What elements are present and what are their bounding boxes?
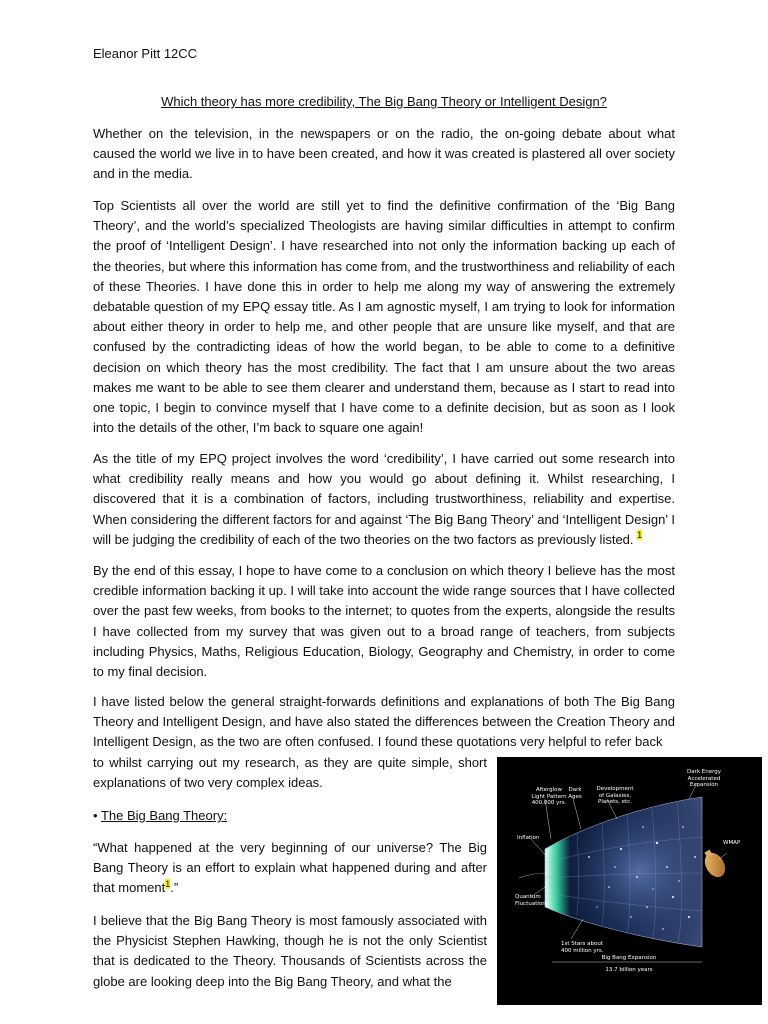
footnote-marker[interactable]: 1 [637, 530, 643, 541]
label-afterglow: Afterglow Light Pattern 400,000 yrs. [531, 787, 567, 806]
quote-footnote-marker[interactable]: 1 [165, 879, 171, 890]
label-inflation: Inflation [517, 835, 540, 841]
essay-title: Which theory has more credibility, The Big Bang Theory or Intelligent Design? [161, 94, 607, 109]
label-development: Development of Galaxies, Planets, etc. [596, 786, 634, 805]
label-age: 13.7 billion years [605, 967, 653, 973]
quote-end: .” [170, 880, 179, 896]
paragraph-research: Top Scientists all over the world are still yet to find the definitive confirmation of the ‘Big Bang Theory’, and the world’s specialized Theologists are having similar difficulties in attempt to confirm the proof of ‘Intelligent Design’. I have researched into not only the information backing up each of the theories, but where this information has come from, and the trustworthiness and reliability of each of these Theories. I have done this in order to help me along my way of answering the extremely debatable question of my EPQ essay title. As I am agnostic myself, I am trying to look for information about either theory in order to help me, and other people that are unsure like myself, and that are confused by the contradicting ideas of how the world began, to be able to come to a definitive decision on which theory has the most credibility. The fact that I am unsure about the two areas makes me want to be able to see them clearer and understand them, because as I start to read into one topic, I begin to convince myself that I have come to a definite decision, but as soon as I look into the details of the other, I’m back to square one again! [93, 198, 675, 436]
quote-paragraph [93, 838, 487, 899]
paragraph-intro: Whether on the television, in the newspapers or on the radio, the on-going debate about what caused the world we live in to have been created, and how it was created is plastered all over society and in the media. [93, 126, 675, 182]
paragraph-definitions: I have listed below the general straight-forwards definitions and explanations of both The Big Bang Theory and Intelligent Design, and have also stated the differences between the Creation Theory and Intelligent Design, as the two are often confused. I found these quotations very helpful to refer back [93, 694, 675, 750]
heading-bullet: • [93, 808, 98, 823]
author-name: Eleanor Pitt 12CC [93, 46, 198, 61]
label-dark-ages: Dark Ages [568, 787, 582, 800]
paragraph-hawking: I believe that the Big Bang Theory is most famously associated with the Physicist Stephen Hawking, though he is not the only Scientist that is dedicated to the Theory. Thousands of Scientists across the globe are looking deep into the Big Bang Theory, and what the [93, 913, 487, 989]
paragraph-credibility-text: As the title of my EPQ project involves the word ‘credibility’, I have carried out some research into what credibility really means and how you would go about defining it. Whilst researching, I discovered that it is a combination of factors, including trustworthiness, reliability and expertise. When considering the different factors for and against ‘The Big Bang Theory’ and ‘Intelligent Design’ I will be judging the credibility of each of the two theories on the two factors as previously listed. [93, 451, 675, 547]
heading-text: The Big Bang Theory: [100, 808, 228, 823]
quote-text: “What happened at the very beginning of our universe? The Big Bang Theory is an effort to explain what happened during and after that moment [93, 840, 487, 896]
paragraph-credibility [93, 449, 675, 550]
big-bang-figure [497, 757, 762, 1005]
label-expansion: Big Bang Expansion [601, 955, 657, 961]
label-first-stars: 1st Stars about 400 million yrs. [561, 941, 604, 954]
paragraph-conclusion: By the end of this essay, I hope to have come to a conclusion on which theory I believe has the most credible information backing it up. I will take into account the wide range sources that I have collected over the past few weeks, from books to the internet; to quotes from the experts, alongside the results I have collected from my survey that was given out to a broad range of teachers, from subjects including Physics, Maths, Religious Education, Biology, Geography and Chemistry, in order to come to my final decision. [93, 563, 675, 680]
label-wmap: WMAP [723, 840, 741, 846]
paragraph-definitions-cont: to whilst carrying out my research, as they are quite simple, short explanations of two very complex ideas. [93, 755, 487, 791]
section-heading [93, 806, 227, 826]
label-dark-energy: Dark Energy Accelerated Expansion [686, 769, 722, 788]
label-quantum: Quantum Fluctuations [515, 894, 549, 907]
